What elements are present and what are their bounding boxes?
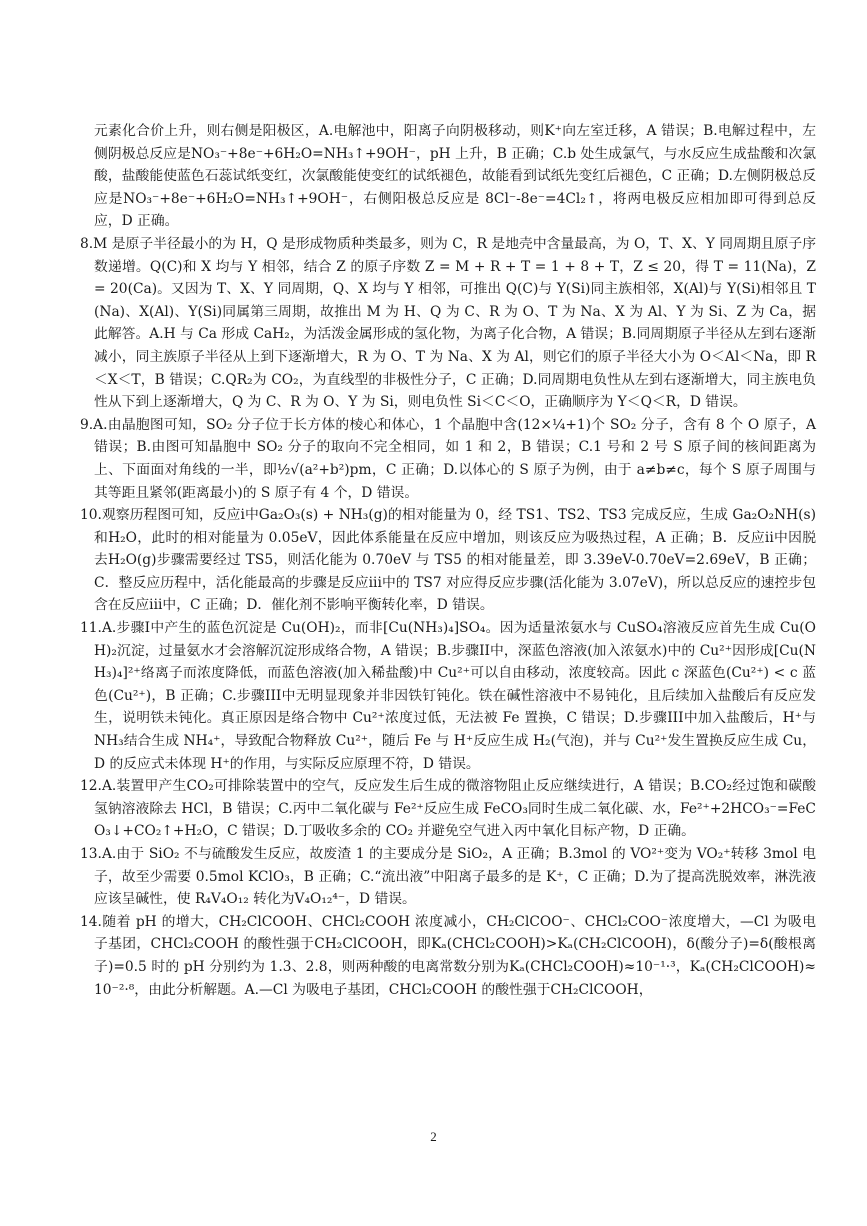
paragraph-7-continued: 元素化合价上升，则右侧是阳极区，A.电解池中，阳离子向阴极移动，则K⁺向左室迁移，A 错误；B.电解过程中，左侧阴极总反应是NO₃⁻+8e⁻+6H₂O=NH₃↑+9OH⁻，pH 上升，B 正确；C.b 处生成氯气，与水反应生成盐酸和次氯酸，盐酸能使蓝色石蕊试纸变红，次氯酸能使变红的试纸褪色，故能看到试纸先变红后褪色，C 正确；D.左侧阴极总反应是NO₃⁻+8e⁻+6H₂O=NH₃↑+9OH⁻，右侧阳极总反应是 8Cl⁻-8e⁻=4Cl₂↑，将两电极反应相加即可得到总反应，D 正确。	[94, 123, 816, 230]
paragraph-q12: 12.A.装置甲产生CO₂可排除装置中的空气，反应发生后生成的微溶物阻止反应继续进行，A 错误；B.CO₂经过饱和碳酸氢钠溶液除去 HCl，B 错误；C.丙中二氧化碳与 Fe²⁺反应生成 FeCO₃同时生成二氧化碳、水，Fe²⁺+2HCO₃⁻=FeCO₃↓+CO₂↑+H₂O，C 错误；D.丁吸收多余的 CO₂ 并避免空气进入丙中氧化目标产物，D 正确。	[80, 778, 816, 840]
paragraph-q13: 13.A.由于 SiO₂ 不与硫酸发生反应，故废渣 1 的主要成分是 SiO₂，A 正确；B.3mol 的 VO²⁺变为 VO₂⁺转移 3mol 电子，故至少需要 0.5mol KClO₃，B 正确；C.“流出液”中阳离子最多的是 K⁺，C 正确；D.为了提高洗脱效率，淋洗液应该呈碱性，使 R₄V₄O₁₂ 转化为V₄O₁₂⁴⁻，D 错误。	[80, 846, 816, 908]
paragraph-q8: 8.M 是原子半径最小的为 H，Q 是形成物质种类最多，则为 C，R 是地壳中含量最高，为 O，T、X、Y 同周期且原子序数递增。Q(C)和 X 均与 Y 相邻，结合 Z 的原子序数 Z = M + R + T = 1 + 8 + T，Z ≤ 20，得 T = 11(Na)，Z = 20(Ca)。又因为 T、X、Y 同周期，Q、X 均与 Y 相邻，可推出 Q(C)与 Y(Si)同主族相邻，X(Al)与 Y(Si)相邻且 T(Na)、X(Al)、Y(Si)同属第三周期，故推出 M 为 H、Q 为 C、R 为 O、T 为 Na、X 为 Al、Y 为 Si、Z 为 Ca，据此解答。A.H 与 Ca 形成 CaH₂，为活泼金属形成的氢化物，为离子化合物，A 错误；B.同周期原子半径从左到右逐渐减小，同主族原子半径从上到下逐渐增大，R 为 O、T 为 Na、X 为 Al，则它们的原子半径大小为 O＜Al＜Na，即 R＜X＜T，B 错误；C.QR₂为 CO₂，为直线型的非极性分子，C 正确；D.同周期电负性从左到右逐渐增大，同主族电负性从下到上逐渐增大，Q 为 C、R 为 O、Y 为 Si，则电负性 Si＜C＜O，正确顺序为 Y＜Q＜R，D 错误。	[80, 235, 816, 411]
paragraph-q9: 9.A.由晶胞图可知，SO₂ 分子位于长方体的棱心和体心，1 个晶胞中含(12×¼+1)个 SO₂ 分子，含有 8 个 O 原子，A 错误；B.由图可知晶胞中 SO₂ 分子的取向不完全相同，如 1 和 2，B 错误；C.1 号和 2 号 S 原子间的核间距离为上、下面面对角线的一半，即½√(a²+b²)pm，C 正确；D.以体心的 S 原子为例，由于 a≠b≠c，每个 S 原子周围与其等距且紧邻(距离最小)的 S 原子有 4 个，D 错误。	[80, 416, 816, 501]
page-number: 2	[430, 1129, 437, 1144]
answer-body	[80, 120, 816, 1001]
paragraph-q10: 10.观察历程图可知，反应i中Ga₂O₃(s) + NH₃(g)的相对能量为 0，经 TS1、TS2、TS3 完成反应，生成 Ga₂O₂NH(s)和H₂O，此时的相对能量为 0.05eV，因此体系能量在反应中增加，则该反应为吸热过程，A 正确；B．反应ii中因脱去H₂O(g)步骤需要经过 TS5，则活化能为 0.70eV 与 TS5 的相对能量差，即 3.39eV-0.70eV=2.69eV，B 正确；C．整反应历程中，活化能最高的步骤是反应iii中的 TS7 对应得反应步骤(活化能为 3.07eV)，所以总反应的速控步包含在反应iii中，C 正确；D．催化剂不影响平衡转化率，D 错误。	[80, 507, 816, 614]
paragraph-q14: 14.随着 pH 的增大，CH₂ClCOOH、CHCl₂COOH 浓度减小，CH₂ClCOO⁻、CHCl₂COO⁻浓度增大，—Cl 为吸电子基团，CHCl₂COOH 的酸性强于CH₂ClCOOH，即Kₐ(CHCl₂COOH)>Kₐ(CH₂ClCOOH)，δ(酸分子)=δ(酸根离子)=0.5 时的 pH 分别约为 1.3、2.8，则两种酸的电离常数分别为Kₐ(CHCl₂COOH)≈10⁻¹·³，Kₐ(CH₂ClCOOH)≈10⁻²·⁸，由此分析解题。A.—Cl 为吸电子基团，CHCl₂COOH 的酸性强于CH₂ClCOOH，	[80, 913, 816, 998]
paragraph-q11: 11.A.步骤I中产生的蓝色沉淀是 Cu(OH)₂，而非[Cu(NH₃)₄]SO₄。因为适量浓氨水与 CuSO₄溶液反应首先生成 Cu(OH)₂沉淀，过量氨水才会溶解沉淀形成络合物，A 错误；B.步骤II中，深蓝色溶液(加入浓氨水)中的 Cu²⁺因形成[Cu(NH₃)₄]²⁺络离子而浓度降低，而蓝色溶液(加入稀盐酸)中 Cu²⁺可以自由移动，浓度较高。因此 c 深蓝色(Cu²⁺) < c 蓝色(Cu²⁺)，B 正确；C.步骤III中无明显现象并非因铁钉钝化。铁在碱性溶液中不易钝化，且后续加入盐酸后有反应发生，说明铁未钝化。真正原因是络合物中 Cu²⁺浓度过低，无法被 Fe 置换，C 错误；D.步骤III中加入盐酸后，H⁺与 NH₃结合生成 NH₄⁺，导致配合物释放 Cu²⁺，随后 Fe 与 H⁺反应生成 H₂(气泡)，并与 Cu²⁺发生置换反应生成 Cu，D 的反应式未体现 H⁺的作用，与实际反应原理不符，D 错误。	[80, 620, 816, 772]
